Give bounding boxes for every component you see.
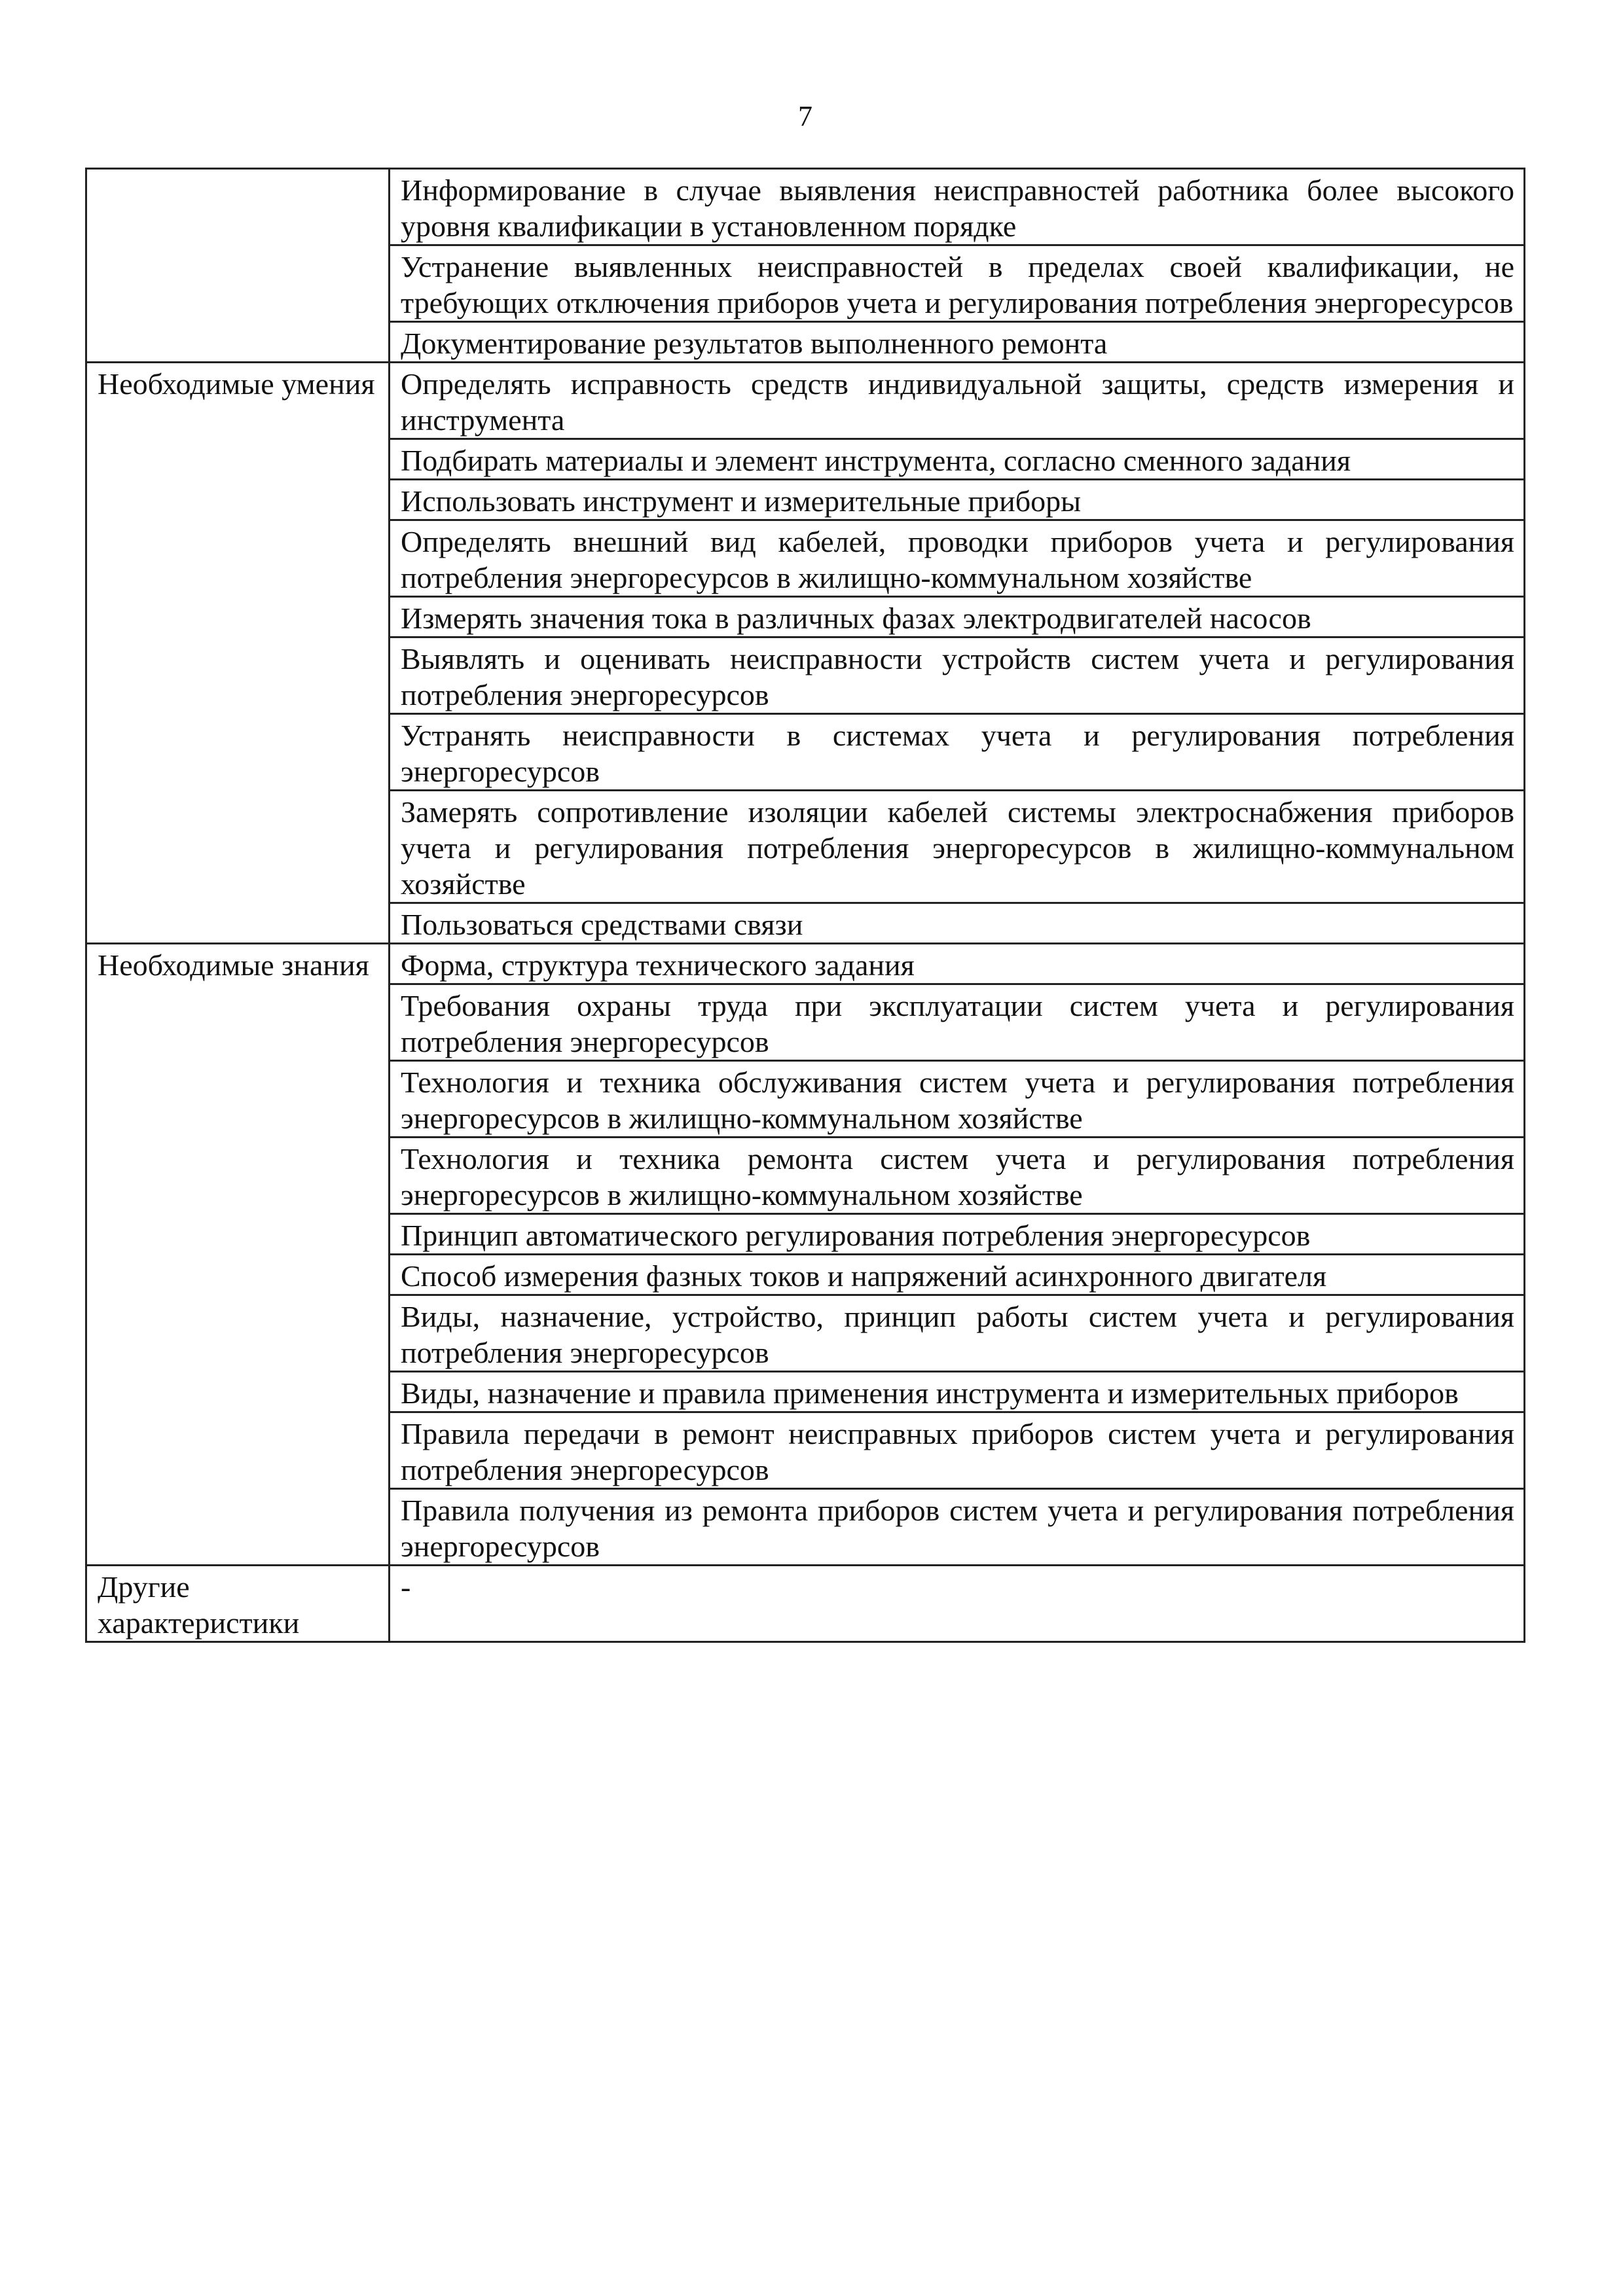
item-cell: Устранять неисправности в системах учета и регулирования потребления энергоресурсов — [390, 714, 1525, 791]
item-cell: Выявлять и оценивать неисправности устройств систем учета и регулирования потребления энергоресурсов — [390, 637, 1525, 714]
item-cell: Определять внешний вид кабелей, проводки приборов учета и регулирования потребления энергоресурсов в жилищно-коммунальном хозяйстве — [390, 520, 1525, 597]
category-cell — [86, 169, 390, 363]
item-cell: Пользоваться средствами связи — [390, 903, 1525, 944]
category-knowledge: Необходимые знания — [86, 944, 390, 1566]
table-row — [86, 1566, 1525, 1642]
category-other: Другие характеристики — [86, 1566, 390, 1642]
item-cell: Определять исправность средств индивидуальной защиты, средств измерения и инструмента — [390, 363, 1525, 439]
item-cell: Виды, назначение и правила применения инструмента и измерительных приборов — [390, 1372, 1525, 1412]
item-cell: - — [390, 1566, 1525, 1642]
item-cell: Устранение выявленных неисправностей в пределах своей квалификации, не требующих отключения приборов учета и регулирования потребления энергоресурсов — [390, 245, 1525, 322]
competency-table — [85, 168, 1525, 1643]
table-row — [86, 363, 1525, 439]
item-cell: Замерять сопротивление изоляции кабелей системы электроснабжения приборов учета и регулирования потребления энергоресурсов в жилищно-коммунальном хозяйстве — [390, 791, 1525, 903]
item-cell: Использовать инструмент и измерительные приборы — [390, 480, 1525, 520]
item-cell: Виды, назначение, устройство, принцип работы систем учета и регулирования потребления энергоресурсов — [390, 1295, 1525, 1372]
item-cell: Измерять значения тока в различных фазах электродвигателей насосов — [390, 597, 1525, 637]
item-cell: Подбирать материалы и элемент инструмента, согласно сменного задания — [390, 439, 1525, 480]
item-cell: Требования охраны труда при эксплуатации систем учета и регулирования потребления энергоресурсов — [390, 984, 1525, 1061]
table-row — [86, 169, 1525, 245]
page-number: 7 — [798, 100, 812, 132]
item-cell: Информирование в случае выявления неисправностей работника более высокого уровня квалификации в установленном порядке — [390, 169, 1525, 245]
item-cell: Способ измерения фазных токов и напряжений асинхронного двигателя — [390, 1255, 1525, 1295]
item-cell: Документирование результатов выполненного ремонта — [390, 322, 1525, 363]
item-cell: Правила передачи в ремонт неисправных приборов систем учета и регулирования потребления энергоресурсов — [390, 1412, 1525, 1489]
item-cell: Правила получения из ремонта приборов систем учета и регулирования потребления энергоресурсов — [390, 1489, 1525, 1566]
item-cell: Технология и техника ремонта систем учета и регулирования потребления энергоресурсов в жилищно-коммунальном хозяйстве — [390, 1138, 1525, 1214]
table-row — [86, 944, 1525, 984]
category-skills: Необходимые умения — [86, 363, 390, 944]
item-cell: Форма, структура технического задания — [390, 944, 1525, 984]
item-cell: Технология и техника обслуживания систем учета и регулирования потребления энергоресурсов в жилищно-коммунальном хозяйстве — [390, 1061, 1525, 1138]
item-cell: Принцип автоматического регулирования потребления энергоресурсов — [390, 1214, 1525, 1255]
